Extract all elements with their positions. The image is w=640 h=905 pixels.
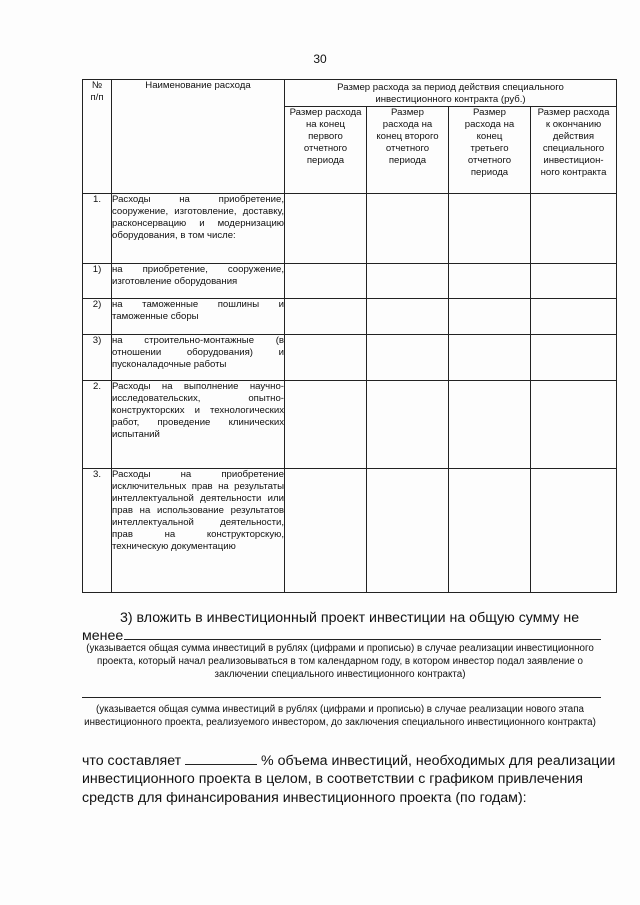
column-header-name bbox=[112, 80, 285, 194]
expense-table bbox=[82, 79, 617, 593]
expense-name: Расходы на приобретение исключительных прав на результаты интеллектуальной деятельности или прав на использование результатов интеллектуальной деятельности, прав на конструкторскую, техническую документацию bbox=[112, 469, 285, 593]
table-row bbox=[83, 469, 617, 593]
final-prefix: что составляет bbox=[82, 753, 182, 769]
value-cell bbox=[285, 335, 367, 381]
value-cell bbox=[367, 469, 449, 593]
value-cell bbox=[449, 335, 531, 381]
row-number: 2) bbox=[83, 299, 112, 335]
value-cell bbox=[367, 194, 449, 264]
value-cell bbox=[285, 264, 367, 299]
expense-name: на приобретение, сооружение, изготовление оборудования bbox=[112, 264, 285, 299]
value-cell bbox=[367, 335, 449, 381]
expense-name: Расходы на выполнение научно-исследовательских, опытно-конструкторских и технологических работ, проведение клинических испытаний bbox=[112, 381, 285, 469]
value-cell bbox=[285, 381, 367, 469]
expense-name: на строительно-монтажные (в отношении оборудования) и пусконаладочные работы bbox=[112, 335, 285, 381]
amount-blank-line-2[interactable] bbox=[82, 697, 601, 698]
table-row bbox=[83, 381, 617, 469]
final-line-2: инвестиционного проекта в целом, в соответствии с графиком привлечения bbox=[82, 771, 583, 787]
value-cell bbox=[531, 469, 617, 593]
column-header-number bbox=[83, 80, 112, 194]
instruction-note-1: (указывается общая сумма инвестиций в рублях (цифрами и прописью) в случае реализации инвестиционного проекта, который начал реализовываться в том календарном году, в котором инвестор подал заявление о заключении специального инвестиционного контракта) bbox=[86, 643, 594, 680]
column-header-group bbox=[285, 80, 617, 107]
final-line-3: средств для финансирования инвестиционного проекта (по годам): bbox=[82, 790, 527, 806]
value-cell bbox=[449, 381, 531, 469]
value-cell bbox=[531, 194, 617, 264]
paragraph-line-1: 3) вложить в инвестиционный проект инвестиции на общую сумму не bbox=[120, 610, 580, 626]
row-number: 3) bbox=[83, 335, 112, 381]
value-cell bbox=[449, 299, 531, 335]
value-cell bbox=[449, 264, 531, 299]
sub-header-end-of-contract: Размер расхода к окончанию действия специального инвестицион-ного контракта bbox=[531, 107, 617, 194]
final-line-1 bbox=[82, 751, 616, 770]
row-number: 1) bbox=[83, 264, 112, 299]
expense-name: на таможенные пошлины и таможенные сборы bbox=[112, 299, 285, 335]
value-cell bbox=[449, 194, 531, 264]
value-cell bbox=[531, 299, 617, 335]
page-number: 30 bbox=[313, 52, 327, 66]
row-number: 3. bbox=[83, 469, 112, 593]
value-cell bbox=[531, 264, 617, 299]
row-number: 2. bbox=[83, 381, 112, 469]
table-row bbox=[83, 299, 617, 335]
sub-header-period-3: Размер расхода на конец третьего отчетного периода bbox=[449, 107, 531, 194]
table-row bbox=[83, 194, 617, 264]
final-line-1-rest: % объема инвестиций, необходимых для реализации bbox=[261, 753, 616, 769]
value-cell bbox=[285, 194, 367, 264]
row-number: 1. bbox=[83, 194, 112, 264]
value-cell bbox=[367, 264, 449, 299]
instruction-note-2: (указывается общая сумма инвестиций в рублях (цифрами и прописью) в случае реализации нового этапа инвестиционного проекта, реализуемого инвестором, до заключения специального инвестиционного контракта) bbox=[84, 704, 596, 728]
value-cell bbox=[531, 335, 617, 381]
value-cell bbox=[285, 469, 367, 593]
column-header-name-text: Наименование расхода bbox=[145, 80, 251, 91]
sub-header-period-1: Размер расхода на конец первого отчетного периода bbox=[285, 107, 367, 194]
value-cell bbox=[449, 469, 531, 593]
value-cell bbox=[285, 299, 367, 335]
sub-header-period-2: Размер расхода на конец второго отчетного периода bbox=[367, 107, 449, 194]
table-row bbox=[83, 335, 617, 381]
amount-blank-line-1[interactable] bbox=[124, 639, 601, 640]
value-cell bbox=[367, 299, 449, 335]
expense-name: Расходы на приобретение, сооружение, изготовление, доставку, расконсервацию и модернизацию оборудования, в том числе: bbox=[112, 194, 285, 264]
table-row bbox=[83, 264, 617, 299]
percent-blank[interactable] bbox=[185, 751, 257, 765]
column-header-group-text: Размер расхода за период действия специального инвестиционного контракта (руб.) bbox=[337, 82, 564, 105]
value-cell bbox=[531, 381, 617, 469]
column-header-number-text: № п/п bbox=[90, 80, 104, 103]
value-cell bbox=[367, 381, 449, 469]
paragraph-prefix: менее bbox=[82, 628, 124, 644]
